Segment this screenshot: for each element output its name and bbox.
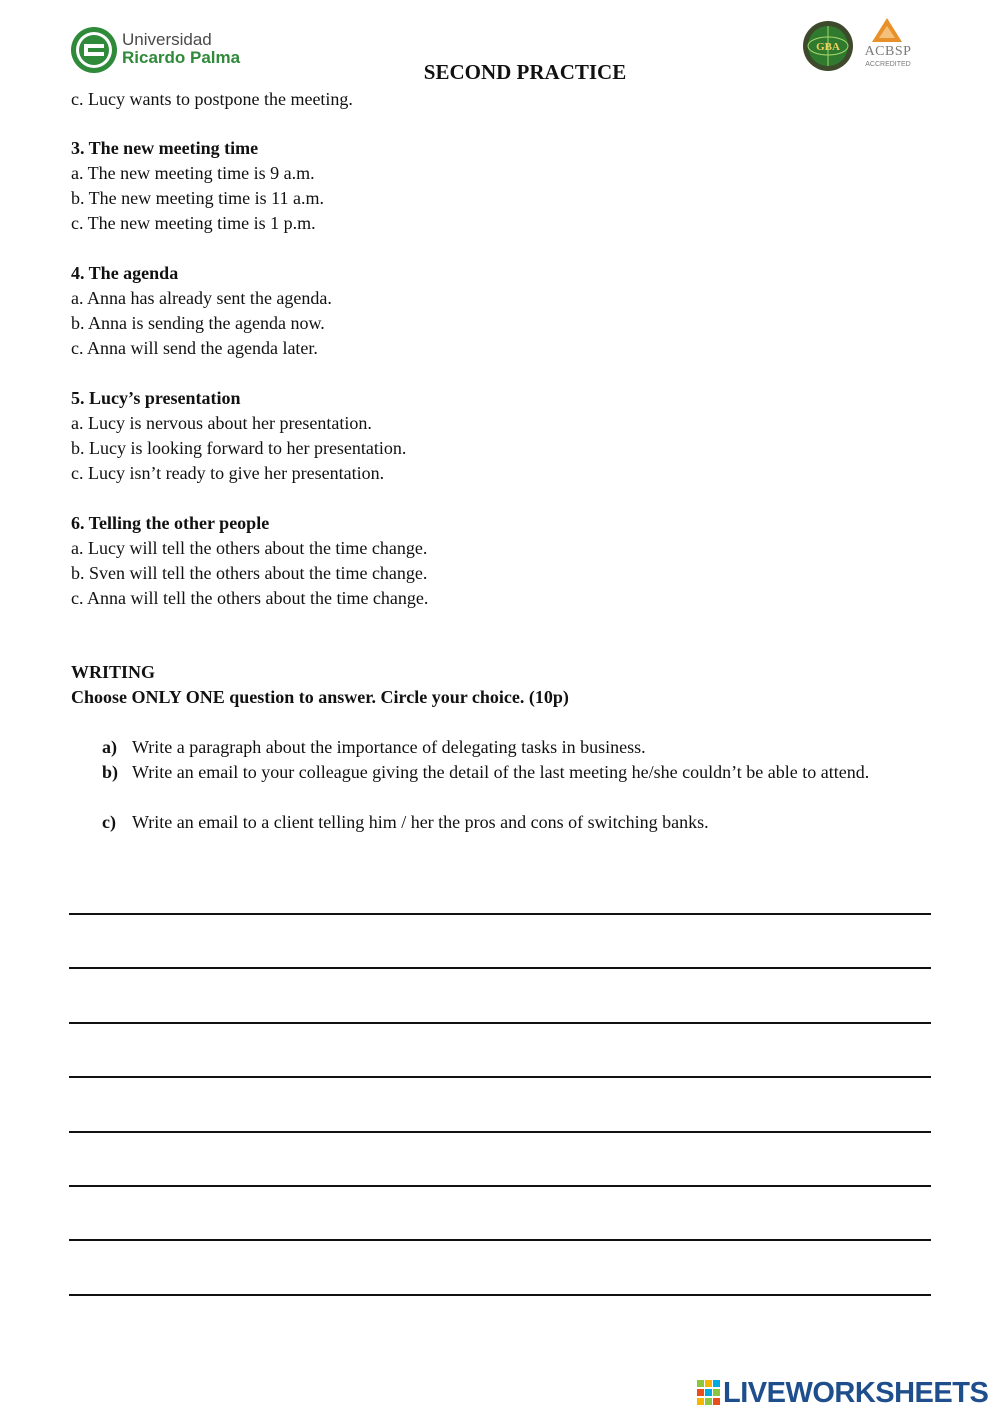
option-c[interactable]: c. The new meeting time is 1 p.m. <box>71 213 316 233</box>
gba-seal-text: GBA <box>816 41 840 53</box>
question-heading: 5. Lucy’s presentation <box>71 388 241 408</box>
answer-line[interactable] <box>69 1022 931 1024</box>
option-b[interactable]: b. Sven will tell the others about the time change. <box>71 563 428 583</box>
option-a[interactable]: a. Anna has already sent the agenda. <box>71 288 332 308</box>
university-name-line2: Ricardo Palma <box>122 48 241 67</box>
watermark-text: LIVEWORKSHEETS <box>723 1377 989 1409</box>
option-c[interactable]: c. Anna will send the agenda later. <box>71 338 318 358</box>
writing-instruction: Choose ONLY ONE question to answer. Circle your choice. (10p) <box>71 687 569 707</box>
option-a[interactable]: a. The new meeting time is 9 a.m. <box>71 163 315 183</box>
option-a[interactable]: a. Lucy is nervous about her presentation. <box>71 413 372 433</box>
option-b[interactable]: b. Lucy is looking forward to her presentation. <box>71 438 407 458</box>
acbsp-status: ACCREDITED <box>865 61 911 68</box>
answer-line[interactable] <box>69 967 931 969</box>
answer-line[interactable] <box>69 1185 931 1187</box>
option-c[interactable]: c. Lucy isn’t ready to give her presentation. <box>71 463 385 483</box>
answer-line[interactable] <box>69 1131 931 1133</box>
q2-option-c: c. Lucy wants to postpone the meeting. <box>71 89 353 109</box>
answer-line[interactable] <box>69 1294 931 1296</box>
option-b[interactable]: b. The new meeting time is 11 a.m. <box>71 188 324 208</box>
liveworksheets-logo-icon <box>697 1380 721 1406</box>
writing-task-b[interactable] <box>102 760 902 785</box>
answer-line[interactable] <box>69 913 931 915</box>
writing-task-c[interactable] <box>102 810 902 835</box>
acbsp-name: ACBSP <box>864 44 912 59</box>
writing-task-a[interactable] <box>102 735 902 760</box>
task-label: a) <box>102 737 117 757</box>
task-text: Write a paragraph about the importance of delegating tasks in business. <box>132 737 646 757</box>
option-b[interactable]: b. Anna is sending the agenda now. <box>71 313 325 333</box>
question-heading: 3. The new meeting time <box>71 138 259 158</box>
page-title: SECOND PRACTICE <box>423 60 627 84</box>
task-text: Write an email to a client telling him / her the pros and cons of switching banks. <box>132 812 709 832</box>
answer-line[interactable] <box>69 1076 931 1078</box>
question-heading: 6. Telling the other people <box>71 513 270 533</box>
answer-line[interactable] <box>69 1239 931 1241</box>
writing-heading: WRITING <box>71 662 156 682</box>
liveworksheets-watermark <box>697 1375 997 1411</box>
option-c[interactable]: c. Anna will tell the others about the time change. <box>71 588 429 608</box>
university-name-line1: Universidad <box>122 30 212 49</box>
option-a[interactable]: a. Lucy will tell the others about the time change. <box>71 538 428 558</box>
question-heading: 4. The agenda <box>71 263 179 283</box>
task-text: Write an email to your colleague giving the detail of the last meeting he/she couldn’t be able to attend. <box>132 762 870 782</box>
task-label: b) <box>102 762 119 782</box>
task-label: c) <box>102 812 116 832</box>
